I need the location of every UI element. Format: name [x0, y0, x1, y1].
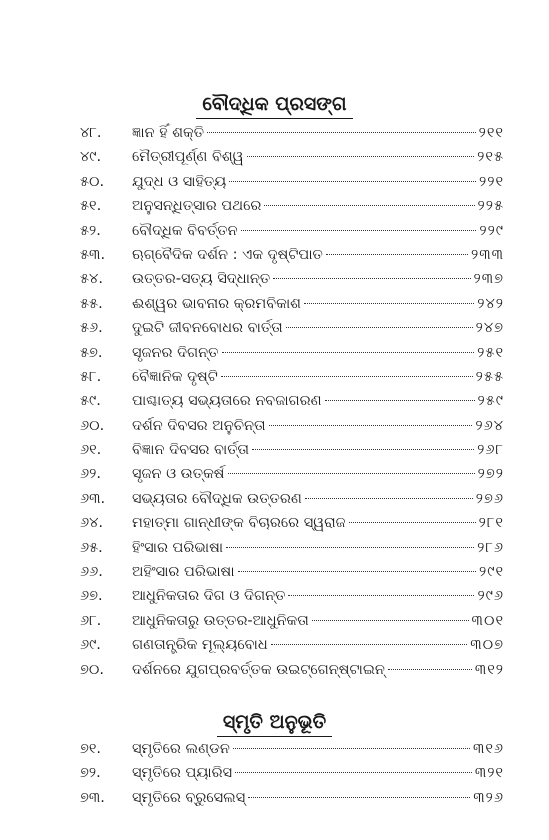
dot-leader: [264, 205, 474, 206]
toc-entry-page: ୩୨୬: [473, 789, 504, 806]
dot-leader: [241, 230, 477, 231]
toc-entry-page: ୩୦୭: [470, 637, 504, 654]
toc-entry[interactable]: [80, 219, 504, 243]
dot-leader: [326, 254, 468, 255]
toc-entry-number: ୬୮.: [80, 612, 102, 629]
toc-entry-page: ୨୪୭: [475, 320, 504, 337]
dot-leader: [305, 498, 473, 499]
toc-entry-number: ୬୨.: [80, 466, 101, 483]
toc-entry[interactable]: [80, 560, 504, 584]
toc-entry-number: ୪୯.: [80, 149, 102, 166]
toc-entry-number: ୭୩.: [80, 789, 105, 806]
dot-leader: [229, 181, 476, 182]
toc-entry-title: ସ୍ମୃତିରେ ବ୍ରୁସେଲସ୍: [132, 789, 246, 806]
toc-entry-page: ୨୭୨: [477, 466, 504, 483]
toc-entry[interactable]: [80, 121, 504, 145]
toc-entry-title: ହିଂସାର ପରିଭାଷା: [132, 539, 224, 556]
toc-entry[interactable]: [80, 609, 504, 633]
toc-entry-page: ୨୮୧: [478, 515, 504, 532]
toc-entry[interactable]: [80, 487, 504, 511]
dot-leader: [221, 376, 473, 377]
section-heading-text: ସ୍ମୃତି ଅନୁଭୂତି: [217, 710, 332, 737]
section-heading: [0, 92, 549, 119]
toc-entry-title: ବିଜ୍ଞାନ ଦିବସର ବାର୍ତ୍ତା: [132, 442, 250, 459]
toc-entry-number: ୫୬.: [80, 320, 103, 337]
toc-entry-title: ଅହିଂସାର ପରିଭାଷା: [132, 564, 235, 581]
toc-entry-page: ୨୮୬: [477, 539, 504, 556]
dot-leader: [325, 400, 475, 401]
dot-leader: [304, 303, 474, 304]
dot-leader: [286, 327, 473, 328]
toc-entry-page: ୨୯୬: [477, 588, 504, 605]
toc-entry-number: ୫୯.: [80, 393, 101, 410]
dot-leader: [248, 797, 470, 798]
toc-entry-page: ୨୫୧: [477, 344, 504, 361]
toc-entry-page: ୨୪୨: [477, 295, 504, 312]
toc-entry[interactable]: [80, 737, 504, 761]
toc-entry[interactable]: [80, 438, 504, 462]
toc-entry[interactable]: [80, 786, 504, 810]
dot-leader: [247, 156, 475, 157]
toc-entry-page: ୨୩୩: [470, 246, 504, 263]
toc-entry-page: ୨୧୧: [478, 125, 504, 141]
toc-entry-number: ୬୭.: [80, 588, 103, 605]
toc-entry-page: ୨୫୫: [475, 368, 504, 385]
section-heading-text: ବୌଦ୍ଧିକ ପ୍ରସଙ୍ଗ: [196, 92, 352, 119]
toc-entry[interactable]: [80, 633, 504, 657]
toc-entry-number: ୬୬.: [80, 564, 103, 581]
toc-entry-title: ବୌଦ୍ଧିକ ବିବର୍ତ୍ତନ: [132, 222, 238, 239]
toc-entry-page: ୩୦୧: [471, 612, 504, 629]
toc-entry-number: ୫୨.: [80, 222, 101, 239]
toc-entry-number: ୬୯.: [80, 637, 101, 654]
toc-entry-title: ଯୁଦ୍ଧ ଓ ସାହିତ୍ୟ: [132, 173, 227, 190]
toc-entry-title: ଈଶ୍ୱର ଭାବନାର କ୍ରମବିକାଶ: [132, 295, 301, 312]
toc-entry-page: ୩୧୨: [474, 661, 504, 678]
toc-entry-number: ୫୧.: [80, 198, 102, 215]
toc-entry-page: ୨୯୧: [479, 564, 504, 581]
toc-entry[interactable]: [80, 365, 504, 389]
dot-leader: [222, 352, 475, 353]
toc-entry-title: ମୈତ୍ରୀପୂର୍ଣ୍ଣ ବିଶ୍ୱ: [132, 149, 244, 166]
dot-leader: [233, 748, 470, 749]
toc-entry-number: ୫୮.: [80, 368, 102, 385]
toc-entry-title: ଜ୍ଞାନ ହିଁ ଶକ୍ତି: [132, 125, 205, 141]
dot-leader: [269, 425, 473, 426]
toc-entry[interactable]: [80, 341, 504, 365]
toc-entry[interactable]: [80, 292, 504, 316]
toc-entry-page: ୨୬୮: [477, 442, 504, 459]
toc-entry-page: ୨୬୪: [475, 417, 504, 434]
toc-entry[interactable]: [80, 316, 504, 340]
toc-entry-title: ମହାତ୍ମା ଗାନ୍ଧୀଙ୍କ ବିଚାରରେ ସ୍ୱରାଜ: [132, 515, 346, 532]
toc-entry-page: ୩୨୧: [474, 765, 504, 782]
dot-leader: [252, 449, 474, 450]
toc-entry-title: ଗଣତାନ୍ତ୍ରିକ ମୂଲ୍ୟବୋଧ: [132, 637, 268, 654]
toc-list: [80, 121, 504, 682]
toc-entry-title: ଦୁଇଟି ଜୀବନବୋଧର ବାର୍ତ୍ତା: [132, 320, 283, 337]
toc-entry[interactable]: [80, 462, 504, 486]
toc-entry-page: ୨୧୫: [477, 149, 504, 166]
section-heading: [0, 710, 549, 737]
toc-entry-number: ୭୨.: [80, 765, 101, 782]
dot-leader: [238, 571, 476, 572]
toc-entry[interactable]: [80, 243, 504, 267]
toc-entry-title: ସ୍ମୃତିରେ ଲଣ୍ଡନ: [132, 741, 230, 757]
toc-entry-number: ୪୮.: [80, 125, 102, 141]
toc-entry[interactable]: [80, 194, 504, 218]
toc-entry-title: ପାଶ୍ଚାତ୍ୟ ସଭ୍ୟତାରେ ନବଜାଗରଣ: [132, 393, 322, 410]
toc-entry-number: ୭୧.: [80, 741, 102, 757]
toc-entry-page: ୩୧୬: [472, 741, 504, 757]
toc-entry-page: ୨୩୭: [473, 271, 504, 288]
toc-entry-page: ୨୭୬: [475, 490, 504, 507]
toc-entry[interactable]: [80, 658, 504, 682]
toc-entry-number: ୫୭.: [80, 344, 103, 361]
toc-entry-number: ୫୪.: [80, 271, 103, 288]
toc-entry-page: ୨୨୫: [477, 198, 504, 215]
toc-entry-number: ୬୦.: [80, 417, 105, 434]
toc-entry-title: ସ୍ମୃତିରେ ପ୍ୟାରିସ: [132, 765, 233, 782]
toc-entry-title: ଦର୍ଶନରେ ଯୁଗପ୍ରବର୍ତ୍ତକ ଉଇଟ୍‌ଗେନ୍‌ଷ୍ଟାଇନ୍: [132, 661, 385, 678]
toc-entry[interactable]: [80, 761, 504, 785]
toc-entry-number: ୫୫.: [80, 295, 103, 312]
dot-leader: [226, 547, 474, 548]
dot-leader: [273, 278, 470, 279]
toc-entry-title: ବୈଜ୍ଞାନିକ ଦୃଷ୍ଟି: [132, 368, 218, 385]
toc-entry-title: ସୃଜନର ଦିଗନ୍ତ: [132, 344, 219, 361]
dot-leader: [388, 669, 472, 670]
toc-entry-number: ୫୦.: [80, 173, 105, 190]
dot-leader: [288, 595, 474, 596]
toc-entry-page: ୨୨୧: [479, 173, 504, 190]
toc-entry-title: ଦର୍ଶନ ଦିବସର ଅନୁଚିନ୍ତା: [132, 417, 266, 434]
toc-entry-title: ଆଧୁନିକତାର ଦିଗ ଓ ଦିଗନ୍ତ: [132, 588, 286, 605]
toc-entry[interactable]: [80, 414, 504, 438]
toc-entry[interactable]: [80, 536, 504, 560]
toc-entry-number: ୭୦.: [80, 661, 104, 678]
toc-entry[interactable]: [80, 170, 504, 194]
toc-entry[interactable]: [80, 584, 504, 608]
toc-entry-number: ୬୪.: [80, 515, 104, 532]
dot-leader: [349, 522, 476, 523]
toc-entry[interactable]: [80, 389, 504, 413]
toc-entry-title: ଉତ୍ତର-ସତ୍ୟ ସିଦ୍ଧାନ୍ତ: [132, 271, 271, 288]
dot-leader: [235, 772, 472, 773]
toc-entry-number: ୫୩.: [80, 246, 106, 263]
toc-entry-number: ୬୧.: [80, 442, 102, 459]
toc-entry-title: ଆଧୁନିକତାରୁ ଉତ୍ତର-ଆଧୁନିକତା: [132, 612, 309, 629]
toc-entry[interactable]: [80, 145, 504, 169]
toc-entry-page: ୨୨୯: [479, 222, 504, 239]
toc-entry-title: ସଭ୍ୟତାର ବୌଦ୍ଧିକ ଉତ୍ତରଣ: [132, 490, 302, 507]
dot-leader: [228, 473, 475, 474]
toc-entry[interactable]: [80, 511, 504, 535]
toc-entry-number: ୬୫.: [80, 539, 103, 556]
dot-leader: [271, 644, 468, 645]
dot-leader: [207, 132, 476, 133]
toc-entry-title: ଅନୁସନ୍ଧିତ୍ସାର ପଥରେ: [132, 198, 262, 215]
toc-entry-title: ଋଗ୍‌ବୈଦିକ ଦର୍ଶନ : ଏକ ଦୃଷ୍ଟିପାତ: [132, 246, 323, 263]
toc-list: [80, 737, 504, 810]
toc-entry[interactable]: [80, 267, 504, 291]
toc-entry-page: ୨୫୯: [477, 393, 504, 410]
dot-leader: [312, 620, 469, 621]
toc-entry-title: ସୃଜନ ଓ ଉତ୍କର୍ଷ: [132, 466, 225, 483]
toc-entry-number: ୬୩.: [80, 490, 106, 507]
